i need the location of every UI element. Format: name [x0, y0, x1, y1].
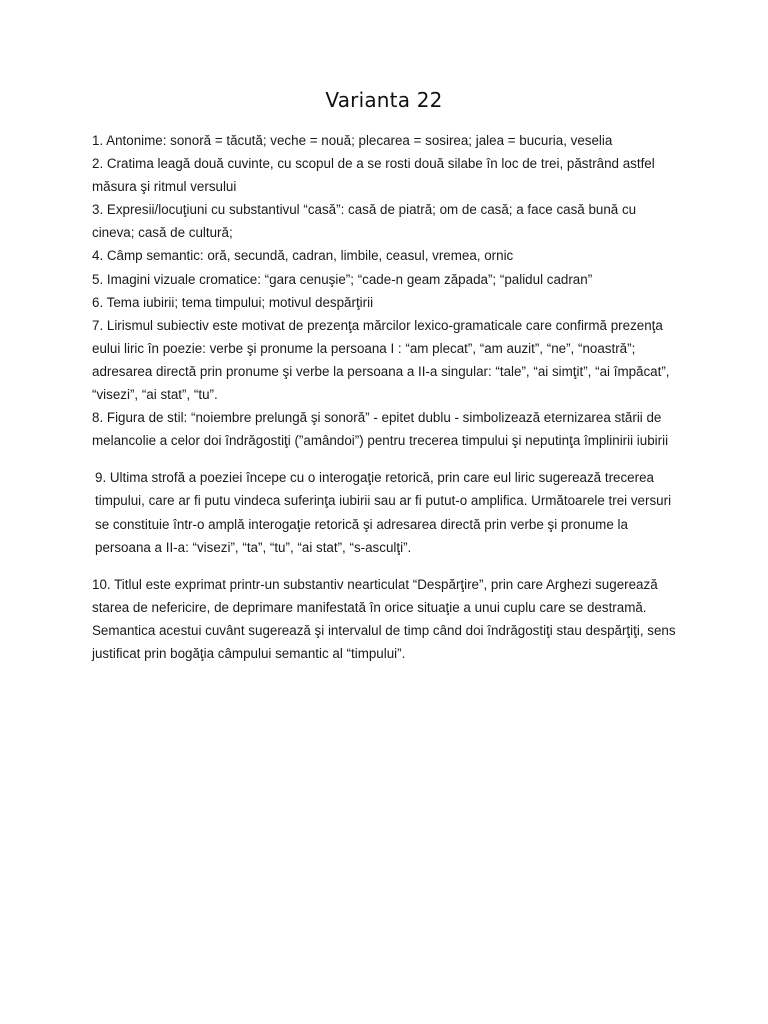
answer-item-8: 8. Figura de stil: “noiembre prelungă şi sonoră” - epitet dublu - simbolizează eternizarea stării de melancolie a celor doi îndrăgostiţi (”amândoi”) pentru trecerea timpului şi neputinţa împlinirii iubirii [92, 410, 669, 449]
document-title: Varianta 22 [325, 88, 443, 112]
answer-item-3: 3. Expresii/locuţiuni cu substantivul “casă”: casă de piatră; om de casă; a face casă bună cu cineva; casă de cultură; [92, 202, 637, 241]
document-body [92, 129, 682, 665]
answer-item-2: 2. Cratima leagă două cuvinte, cu scopul de a se rosti două silabe în loc de trei, păstrând astfel măsura şi ritmul versului [92, 156, 655, 195]
answer-item-1: 1. Antonime: sonoră = tăcută; veche = nouă; plecarea = sosirea; jalea = bucuria, veselia [92, 133, 613, 148]
answer-item-7: 7. Lirismul subiectiv este motivat de prezenţa mărcilor lexico-gramaticale care confirmă prezenţa eului liric în poezie: verbe şi pronume la persoana I : “am plecat”, “am auzit”, “ne”, “noastră”; adresarea directă prin pronume şi verbe la persoana a II-a singular: “tale”, “ai simţit”, “ai împăcat”, “visezi”, “ai stat”, “tu”. [92, 317, 670, 403]
answer-paragraph-10: 10. Titlul este exprimat printr-un substantiv nearticulat “Despărţire”, prin care Arghezi sugerează starea de nefericire, de deprimare manifestată în orice situaţie a unui cuplu care se destramă. Semantica acestui cuvânt sugerează şi intervalul de timp când doi îndrăgostiţi stau despărţiţi, sens justificat prin bogăţia câmpului semantic al “timpului”. [92, 576, 676, 661]
answer-item-5: 5. Imagini vizuale cromatice: “gara cenuşie”; “cade-n geam zăpada”; “palidul cadran” [92, 271, 593, 287]
answer-item-6: 6. Tema iubirii; tema timpului; motivul despărţirii [92, 294, 374, 310]
answer-paragraph-9: 9. Ultima strofă a poeziei începe cu o interogaţie retorică, prin care eul liric sugerează trecerea timpului, care ar fi putu vindeca suferinţa iubirii sau ar fi putut-o amplifica. Următoarele trei versuri se constituie într-o amplă interogaţie retorică şi adresarea directă prin verbe şi pronume la persoana a II-a: “visezi”, “ta”, “tu”, “ai stat”, “s-asculţi”. [95, 470, 672, 555]
answer-item-4: 4. Câmp semantic: oră, secundă, cadran, limbile, ceasul, vremea, ornic [92, 248, 514, 264]
